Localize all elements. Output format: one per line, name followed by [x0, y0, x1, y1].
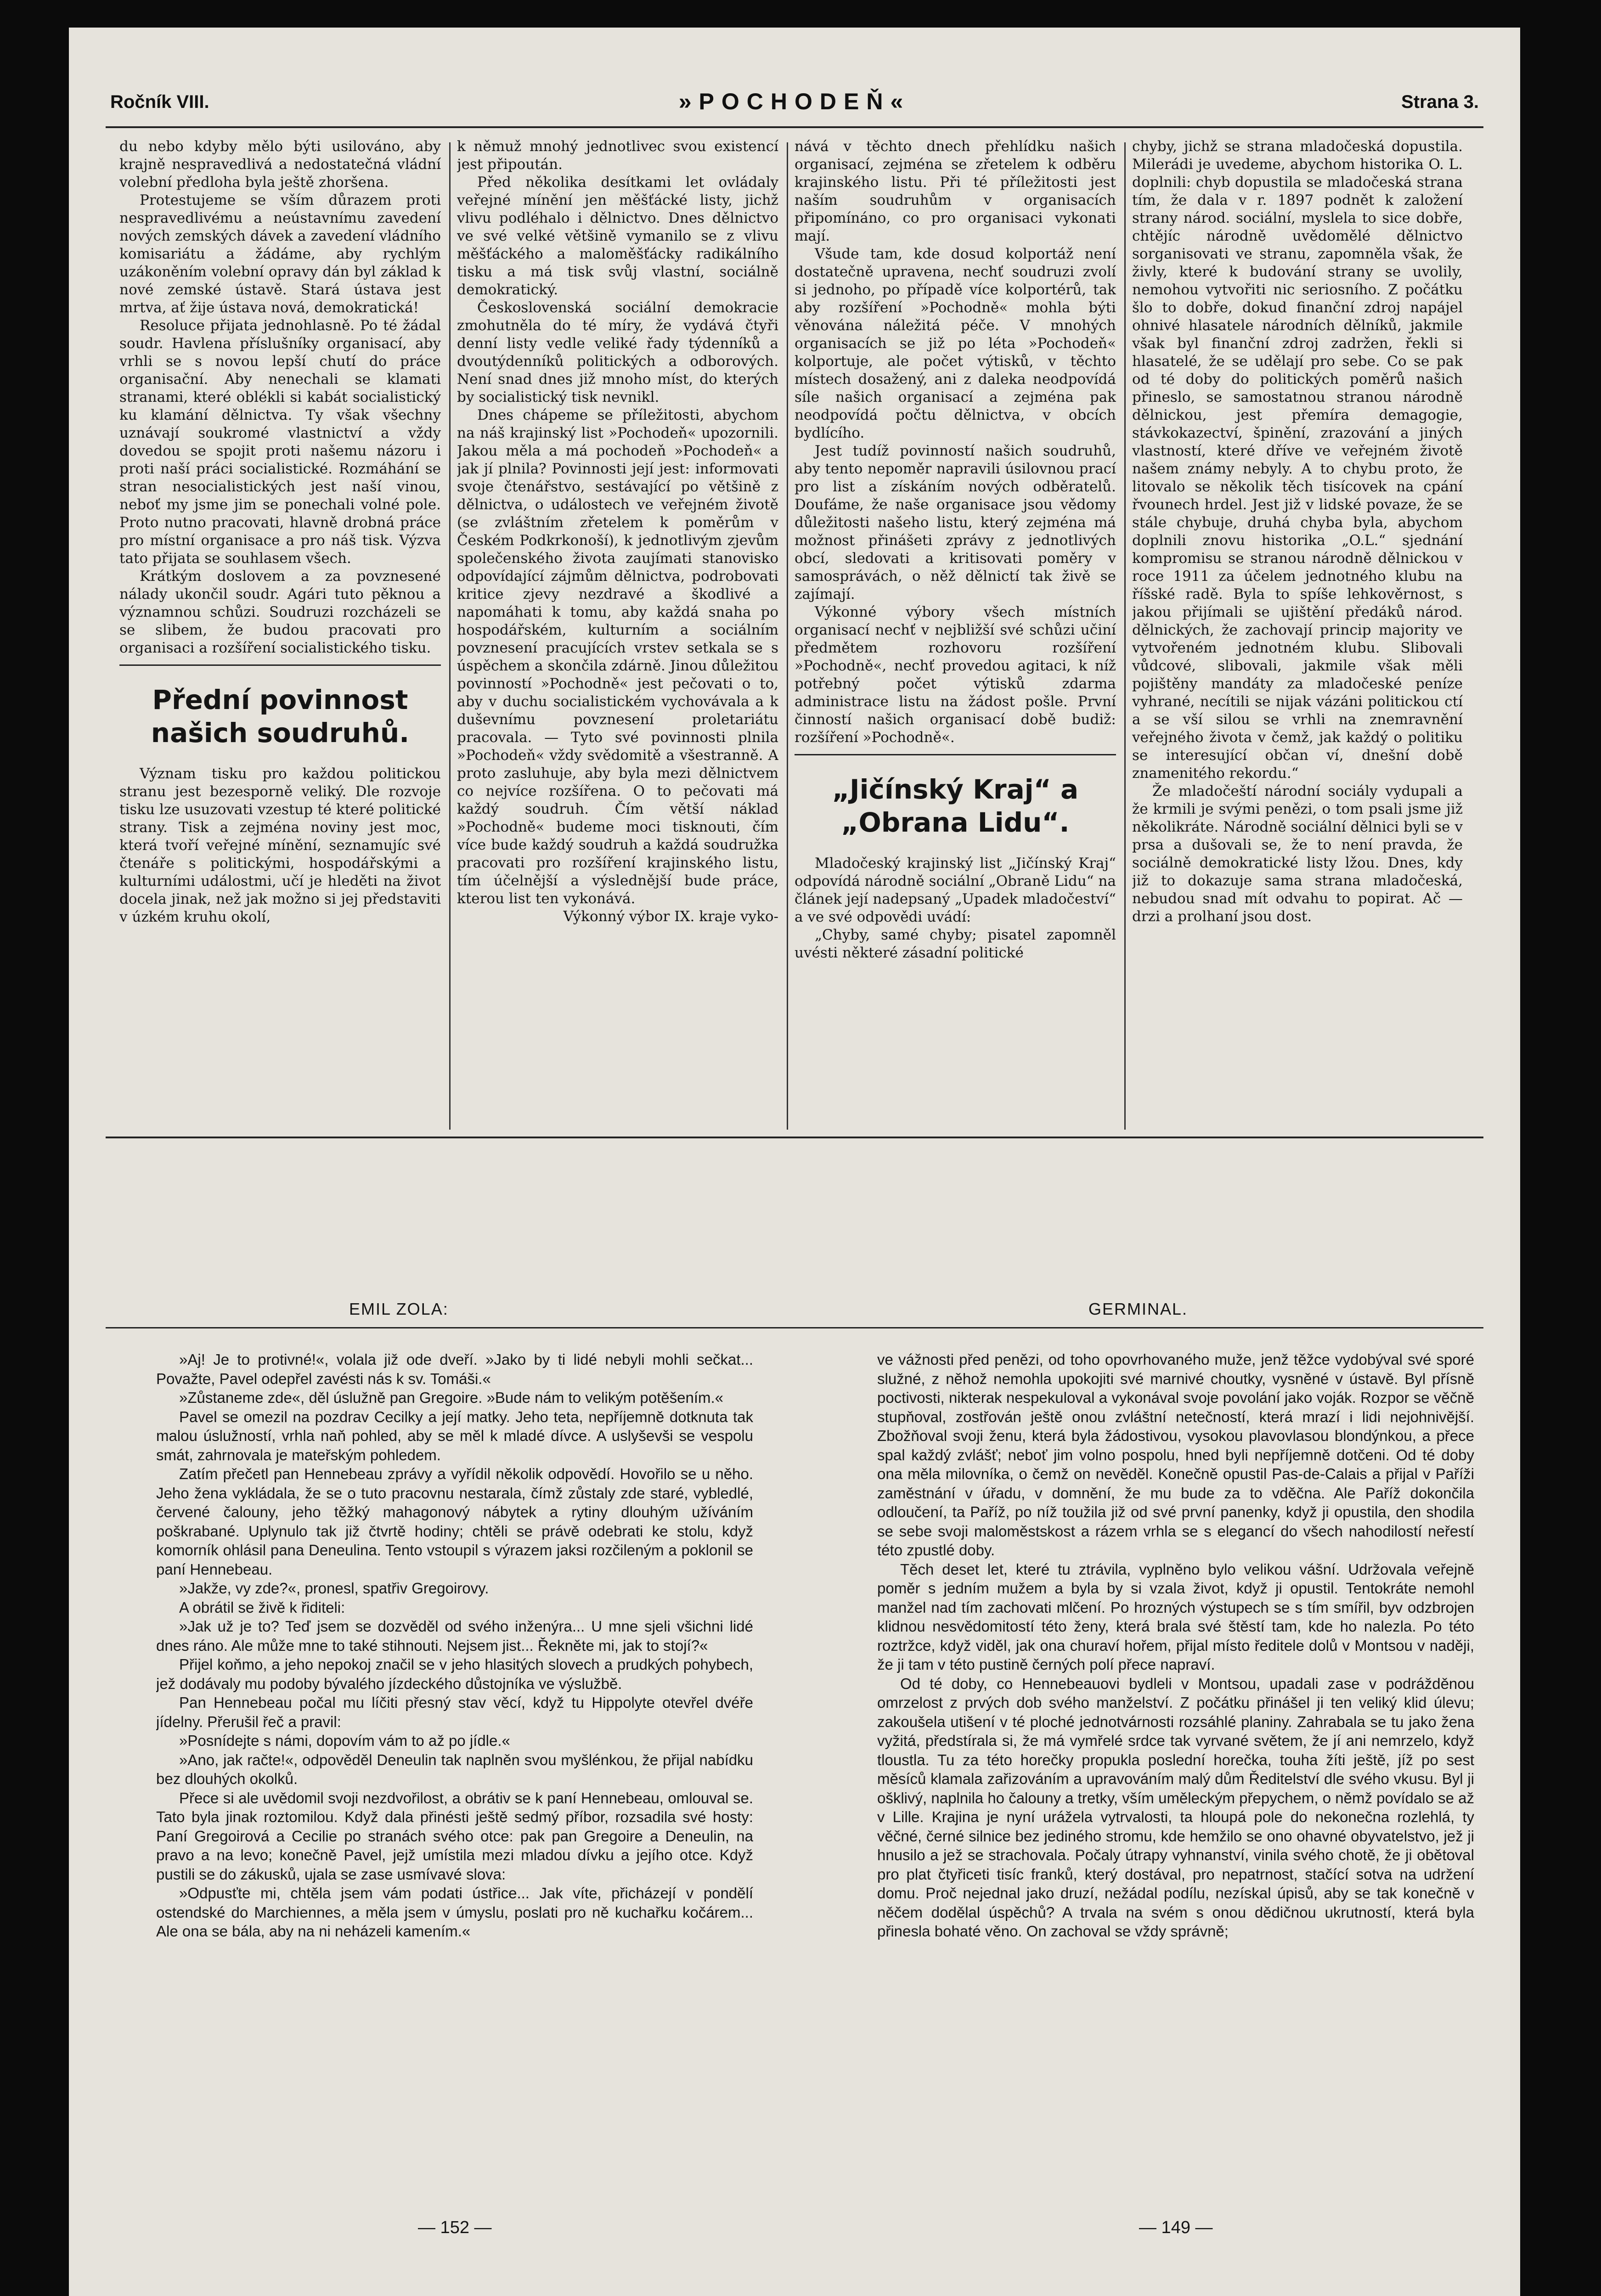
paragraph: Před několika desítkami let ovládaly veřejné mínění jen měšťácké listy, jichž vlivu podléhalo i dělnictvo. Dnes dělnictvo ve své velké většině vymanilo se z vlivu měšťáckého a maloměšťácky radikálního tisku a má tisk svůj vlastní, sociálně demokratický.: [457, 174, 778, 298]
paragraph: Že mladočeští národní sociály vydupali a že krmili je svými penězi, o tom psali jsme již několikráte. Národně sociální dělnici byli se v prsa a dušovali se, že to není pravda, že sociálně demokratické listy lžou. Dnes, kdy již to dokazuje sama strana mladočeská, nebudou snad mít odvahu to popirat. Ač — drzi a prolhaní jsou dost.: [1132, 783, 1463, 925]
paragraph: Protestujeme se vším důrazem proti nespravedlivému a neústavnímu zavedení nových zemských dávek a zavedení vládního komisariátu a žádáme, aby rychlým uzákoněním volební opravy dán byl základ k nové zemské ústavě. Stará ústava jest mrtva, ať žije ústava nová, demokratická!: [119, 192, 441, 316]
paragraph: du nebo kdyby mělo býti usilováno, aby krajně nespravedlivá a nedostatečná vládní volební předloha byla ještě zhoršena.: [119, 138, 441, 191]
serial-paragraph: Pan Hennebeau počal mu líčiti přesný stav věcí, když tu Hippolyte otevřel dvéře jídelny. Přerušil řeč a pravil:: [156, 1694, 753, 1730]
paragraph: Výkonné výbory všech místních organisací nechť v nejbližší své schůzi učiní předmětem rozhovoru rozšíření »Pochodně«, nechť provedou agitaci, k níž potřebný počet výtisků zdarma administrace listu na žádost pošle. První činností našich organisací době budiž: rozšíření »Pochodně«.: [795, 604, 1116, 746]
paragraph: Význam tisku pro každou politickou stranu jest bezesporně veliký. Dle rozvoje tisku lze usuzovati vzestup té které politické strany. Tisk a zejména noviny jest moc, která tvoří veřejné mínění, seznamujíc své čtenáře s politickými, hospodářskými a kulturními událostmi, učí je hleděti na život docela jinak, než jak možno si jej představiti v úzkém kruhu okolí,: [119, 765, 441, 925]
page-number-header: Strana 3.: [1401, 92, 1479, 112]
paragraph: Dnes chápeme se příležitosti, abychom na náš krajinský list »Pochodeň« upozornili. Jakou měla a má pochodeň »Pochodeň« a jak jí plnila? Povinnosti její jest: informovati svoje čtenářstvo, sestávající po většině z dělnictva, o událostech ve veřejném životě (se zvláštním zřetelem k poměrům v Českém Podkrkonoší), k jednotlivým zjevům společenského života zaujímati stanovisko odpovídající zájmům dělnictva, podrobovati kritice zjevy nezdravé a škodlivé a napomáhati k tomu, aby každá snaha po hospodářském, kulturním a sociálním povznesení pracujících vrstev setkala se s úspěchem a skončila zdárně. Jinou důležitou povinností »Pochodně« jest pečovati o to, aby v duchu socialistickém vychovávala a k duševnímu povznesení proletariátu pracovala. — Tyto své povinnosti plnila »Pochodeň« vždy svědomitě a všestranně. A proto zasluhuje, aby byla mezi dělnictvem co nejvíce rozšířena. O to pečovati má každý soudruh. Čím větší náklad »Pochodně« budeme moci tisknouti, čím více bude každý soudruh a každá soudružka pracovati pro rozšíření krajinského listu, tím účelnější a výslednější bude práce, kterou list ten vykonává.: [457, 407, 778, 907]
column-divider: [449, 142, 451, 1130]
serial-paragraph: Přijel koňmo, a jeho nepokoj značil se v jeho hlasitých slovech a prudkých pohybech, jež dodávaly mu podoby bývalého jízdeckého důstojníka ve výslužbě.: [156, 1656, 753, 1692]
serial-paragraph: »Odpusťte mi, chtěla jsem vám podati ústřice... Jak víte, přicházejí v pondělí ostendské do Marchiennes, a měla jsem v úmyslu, poslati pro ně kuchařku kočárem... Ale ona se bála, aby na ni neházeli kamením.«: [156, 1885, 753, 1940]
serial-page-number-left: — 152 —: [418, 2218, 492, 2237]
serial-title-rule: [106, 1327, 1483, 1328]
paragraph: „Chyby, samé chyby; pisatel zapomněl uvésti některé zásadní politické: [795, 927, 1116, 961]
serial-paragraph: Od té doby, co Hennebeauovi bydleli v Montsou, upadali zase v podrážděnou omrzelost z prvých dob svého manželství. Z počátku přinášel ji ten veliký klid úlevu; zakoušela utišení v té ploché jednotvárnosti rozsáhlé planiny. Zahrabala se tu jako žena vyžitá, předstírala si, že má vymřelé srdce tak vyrvané světem, že jí ani nemrzelo, když tloustla. Tu za této horečky propukla poslední horečka, touha žíti ještě, jíž po sest měsíců klamala zařizováním a upravováním malý dům Ředitelství dle svého vkusu. Byl ji ošklivý, naplnila ho čalouny a tretky, vším uměleckým přepychem, o němž povídalo se až v Lille. Krajina je nyní urážela vytrvalosti, ta hloupá pole do nekonečna rozlehlá, ty věčné, černé silnice bez jediného stromu, kde hemžilo se ono ohavné obyvatelstvo, jež ji hnusilo a jež se strachovala. Počaly útrapy vyhnanství, vinila svého chotě, že ji obětoval pro plat čtyřiceti tisíc franků, který dostával, pro nepatrnost, stačící sotva na udržení domu. Proč nejednal jako druzí, nežádal podílu, nezískal úpisů, aby se tak konečně v něčem dodělal úspěchů? A trvala na svém s onou dědičnou ukrutností, která byla přinesla bohaté věno. On zachoval se vždy správně;: [877, 1675, 1474, 1940]
serial-paragraph: »Jak už je to? Teď jsem se dozvěděl od svého inženýra... U mne sjeli všichni lidé dnes ráno. Ale může mne to také stihnouti. Nejsem jist... Řekněte mi, jak to stojí?«: [156, 1618, 753, 1654]
serial-right-column: [877, 1350, 1474, 2186]
signature: Výkonný výbor IX. kraje vyko-: [563, 908, 778, 925]
serial-paragraph: »Aj! Je to protivné!«, volala již ode dveří. »Jako by ti lidé nebyli mohli sečkat... Považte, Pavel odepřel zavésti nás k sv. Tomáši.«: [156, 1351, 753, 1387]
serial-page-number-right: — 149 —: [1139, 2218, 1213, 2237]
paragraph: Krátkým doslovem a za povznesené nálady ukončil soudr. Agári tuto pěknou a významnou schůzi. Soudruzi rozcházeli se se slibem, že budou pracovati pro organisaci a rozšíření socialistického tisku.: [119, 568, 441, 656]
newspaper-page: [69, 28, 1520, 2296]
section-rule: [119, 664, 441, 666]
serial-paragraph: »Posnídejte s námi, dopovím vám to až po jídle.«: [179, 1732, 510, 1749]
header-rule: [106, 126, 1483, 128]
column-4: [1132, 138, 1463, 1130]
serial-left-column: [156, 1350, 753, 2186]
paragraph: Všude tam, kde dosud kolportáž není dostatečně upravena, nechť soudruzi zvolí si jednoho, po případě více kolportérů, tak aby rozšíření »Pochodně« mohla býti věnována náležitá péče. V mnohých organisacích se již po léta »Pochodeň« kolportuje, ale počet výtisků, v těchto místech dosažený, ani z daleka neodpovídá síle našich organisací a zejména pak neodpovídá počtu dělnictva, v obcích bydlícího.: [795, 246, 1116, 441]
column-1: [119, 138, 441, 1130]
serial-paragraph: »Jakže, vy zde?«, pronesl, spatřiv Gregoirovy.: [179, 1580, 489, 1597]
paragraph: Resoluce přijata jednohlasně. Po té žádal soudr. Havlena příslušníky organisací, aby vrhli se s novou lepší chutí do práce organisační. Aby nenechali se klamati stranami, které oblékli si kabát socialistický ku klamání dělnictva. Ty však všechny uznávají soukromé vlastnictví a vždy dovedou se spojit proti našemu názoru i proti naší práci socialistické. Rozmáhání se stran nesocialistických jest naší vinou, neboť my jsme jim se ponechali volné pole. Proto nutno pracovati, hlavně drobná práce pro místní organisace a pro náš tisk. Výzva tato přijata se souhlasem všech.: [119, 317, 441, 567]
article-headline: „Jičínský Kraj“ a „Obrana Lidu“.: [832, 774, 1079, 838]
serial-paragraph: A obrátil se živě k řiditeli:: [179, 1598, 345, 1616]
column-3: [795, 138, 1116, 1130]
serial-paragraph: ve vážnosti před penězi, od toho opovrhovaného muže, jenž těžce vydobýval své sporé služné, z něhož nemohla upokojiti své marnivé choutky, vysněné v ústavě. Byl přísně poctivosti, nikterak nespekuloval a vykonával svoje povolání jako voják. Rozpor se věčně stupňoval, zostřován ještě onou zvláštní netečností, která mrazí i lidi nejohnivější. Zbožňoval svoji ženu, která byla žádostivou, vysokou plavovlasou blondýnkou, a přece spal každý zvlášť; neboť jim volno pospolu, hned byli nepříjemně dotčeni. Od té doby ona měla milovníka, o čemž on nevěděl. Konečně opustil Pas-de-Calais a přijal v Paříži zaměstnání v úřadu, v domnění, že mu bude za to vděčna. Ale Paříž dokončila odloučení, ta Paříž, po níž toužila již od své první panenky, když ji opustila, den shodila se sebe svoji maloměstskost a rázem vrhla se s elegancí do všech nahodilostí neřestí této zpustlé doby.: [877, 1351, 1474, 1559]
masthead-title: »POCHODEŇ«: [678, 89, 911, 114]
page-header: [110, 83, 1479, 124]
section-rule: [795, 754, 1116, 755]
serial-title: GERMINAL.: [1088, 1300, 1188, 1318]
serial-paragraph: »Zůstaneme zde«, děl úslužně pan Gregoire. »Bude nám to velikým potěšením.«: [179, 1389, 724, 1406]
section-rule-bottom: [106, 1137, 1483, 1138]
paragraph: k němuž mnohý jednotlivec svou existencí jest připoután.: [457, 138, 778, 173]
column-divider: [787, 142, 788, 1130]
paragraph: Mladočeský krajinský list „Jičínský Kraj“ odpovídá národně sociální „Obraně Lidu“ na článek její nadepsaný „Upadek mladočeství“ a ve své odpovědi uvádí:: [795, 855, 1116, 925]
serial-paragraph: Zatím přečetl pan Hennebeau zprávy a vyřídil několik odpovědí. Hovořilo se u něho. Jeho žena vykládala, že se o tuto pracovnu nestarala, čímž zůstaly zde staré, vybledlé, červené čalouny, jeho těžký mahagonový nábytek a rytiny dlouhým užíváním poškrabané. Uplynulo tak již čtvrtě hodiny; chtěli se právě odebrati ke stolu, když komorník ohlásil pana Deneulina. Tento vstoupil s výrazem jaksi rozčileným a poklonil se paní Hennebeau.: [156, 1465, 753, 1578]
volume-label: Ročník VIII.: [110, 92, 209, 112]
paragraph: Československá sociální demokracie zmohutněla do té míry, že vydává čtyři denní listy vedle veliké řady týdenníků a dvoutýdenníků politických a odborových. Není snad dnes již mnoho míst, do kterých by socialistický tisk nevnikl.: [457, 299, 778, 405]
serial-author: EMIL ZOLA:: [349, 1300, 449, 1318]
article-headline: Přední povinnost našich soudruhů.: [151, 684, 410, 748]
column-divider: [1124, 142, 1126, 1130]
serial-paragraph: »Ano, jak račte!«, odpověděl Deneulin tak naplněn svou myšlénkou, že přijal nabídku bez dlouhých okolků.: [156, 1751, 753, 1787]
column-2: [457, 138, 778, 1130]
serial-paragraph: Pavel se omezil na pozdrav Cecilky a její matky. Jeho teta, nepříjemně dotknuta tak malou úslužností, vrhla naň pohled, aby se měl k mladé dívce. A uslyševši se vespolu smát, zahrnovala je mateřským pohledem.: [156, 1408, 753, 1463]
serial-paragraph: Přece si ale uvědomil svoji nezdvořilost, a obrátiv se k paní Hennebeau, omlouval se. Tato byla jinak roztomilou. Když dala přinésti ještě sedmý příbor, rozsadila své hosty: Paní Gregoirová a Cecilie po stranách svého otce: pak pan Gregoire a Deneulin, na pravo a na levo; konečně Pavel, jejž umístila mezi mladou dívku a jejího otce. Když pustili se do zákusků, ujala se zase usmívavé slova:: [156, 1789, 753, 1883]
paragraph: Jest tudíž povinností našich soudruhů, aby tento nepoměr napravili úsilovnou prací pro list a získáním nových odběratelů. Doufáme, že naše organisace jsou vědomy důležitosti našeho listu, který zejména má možnost přinášeti zprávy z jednotlivých obcí, sledovati a kritisovati poměry v samosprávách, o něž dělnictí tak živě se zajímají.: [795, 443, 1116, 602]
paragraph: chyby, jichž se strana mladočeská dopustila. Milerádi je uvedeme, abychom historika O. L. doplnili: chyb dopustila se mladočeská strana tím, že dala v r. 1897 podnět k založení strany národ. sociální, myslela to sice dobře, chtějíc národně uvědomělé dělnictvo sorganisovati ve stranu, zapomněla však, že živly, které k budování strany se uvolily, nemohou vytvořiti nic seriosního. Z počátku šlo to dobře, dokud finanční zdroj napájel ohnivé hlasatele národních dělníků, jakmile však byl finanční zdroj zadržen, řekli si hlasatelé, že se udělají pro sebe. Co se pak od té doby do politických poměrů našich přineslo, se samostatnou stranou národně dělnickou, jest přemíra demagogie, stávkokazectví, špinění, zrazování a jiných vlastností, které dříve ve veřejném životě našem známy nebyly. A to chybu proto, že litovalo se několik těch tisícovek na cpání řvounech hrdel. Jest již v lidské povaze, že se stále chybuje, druhá chyba byla, abychom doplnili znovu historika „O.L.“ sjednání kompromisu se stranou národně dělnickou v roce 1911 za účelem jednotného klubu na říšské radě. Byla to spíše lehkověrnost, s jakou přijímali se ujištění předáků národ. dělnických, že zachovají princip majority ve vytvořeném jednotném klubu. Slibovali vůdcové, slibovali, jakmile však měli pojištěny mandáty za mladočeské peníze vyhrané, necítili se nijak vázáni politickou ctí a se vší silou se vrhli na znemravnění veřejného života v čemž, jak každý o politiku se interesující občan ví, dnešní době znamenitého rekordu.“: [1132, 138, 1463, 782]
serial-paragraph: Těch deset let, které tu ztrávila, vyplněno bylo velikou vášní. Udržovala veřejně poměr s jedním mužem a byla by si vzala život, když ji opustil. Tentokráte nemohl manžel nad tím zachovati mlčení. Po hrozných výstupech se s tím smířil, byv odzbrojen klidnou nesvědomitostí této ženy, která brala své štěstí tam, kde ho nalezla. Po této roztržce, když viděl, jak ona churaví hořem, přijal místo ředitele dolů v Montsou v naději, že ji tam v této pustině černých polí přece napraví.: [877, 1560, 1474, 1673]
paragraph: nává v těchto dnech přehlídku našich organisací, zejména se zřetelem k odběru krajinského listu. Při té příležitosti jest naším soudruhům v organisacích připomínáno, co pro organisaci vykonati mají.: [795, 138, 1116, 244]
